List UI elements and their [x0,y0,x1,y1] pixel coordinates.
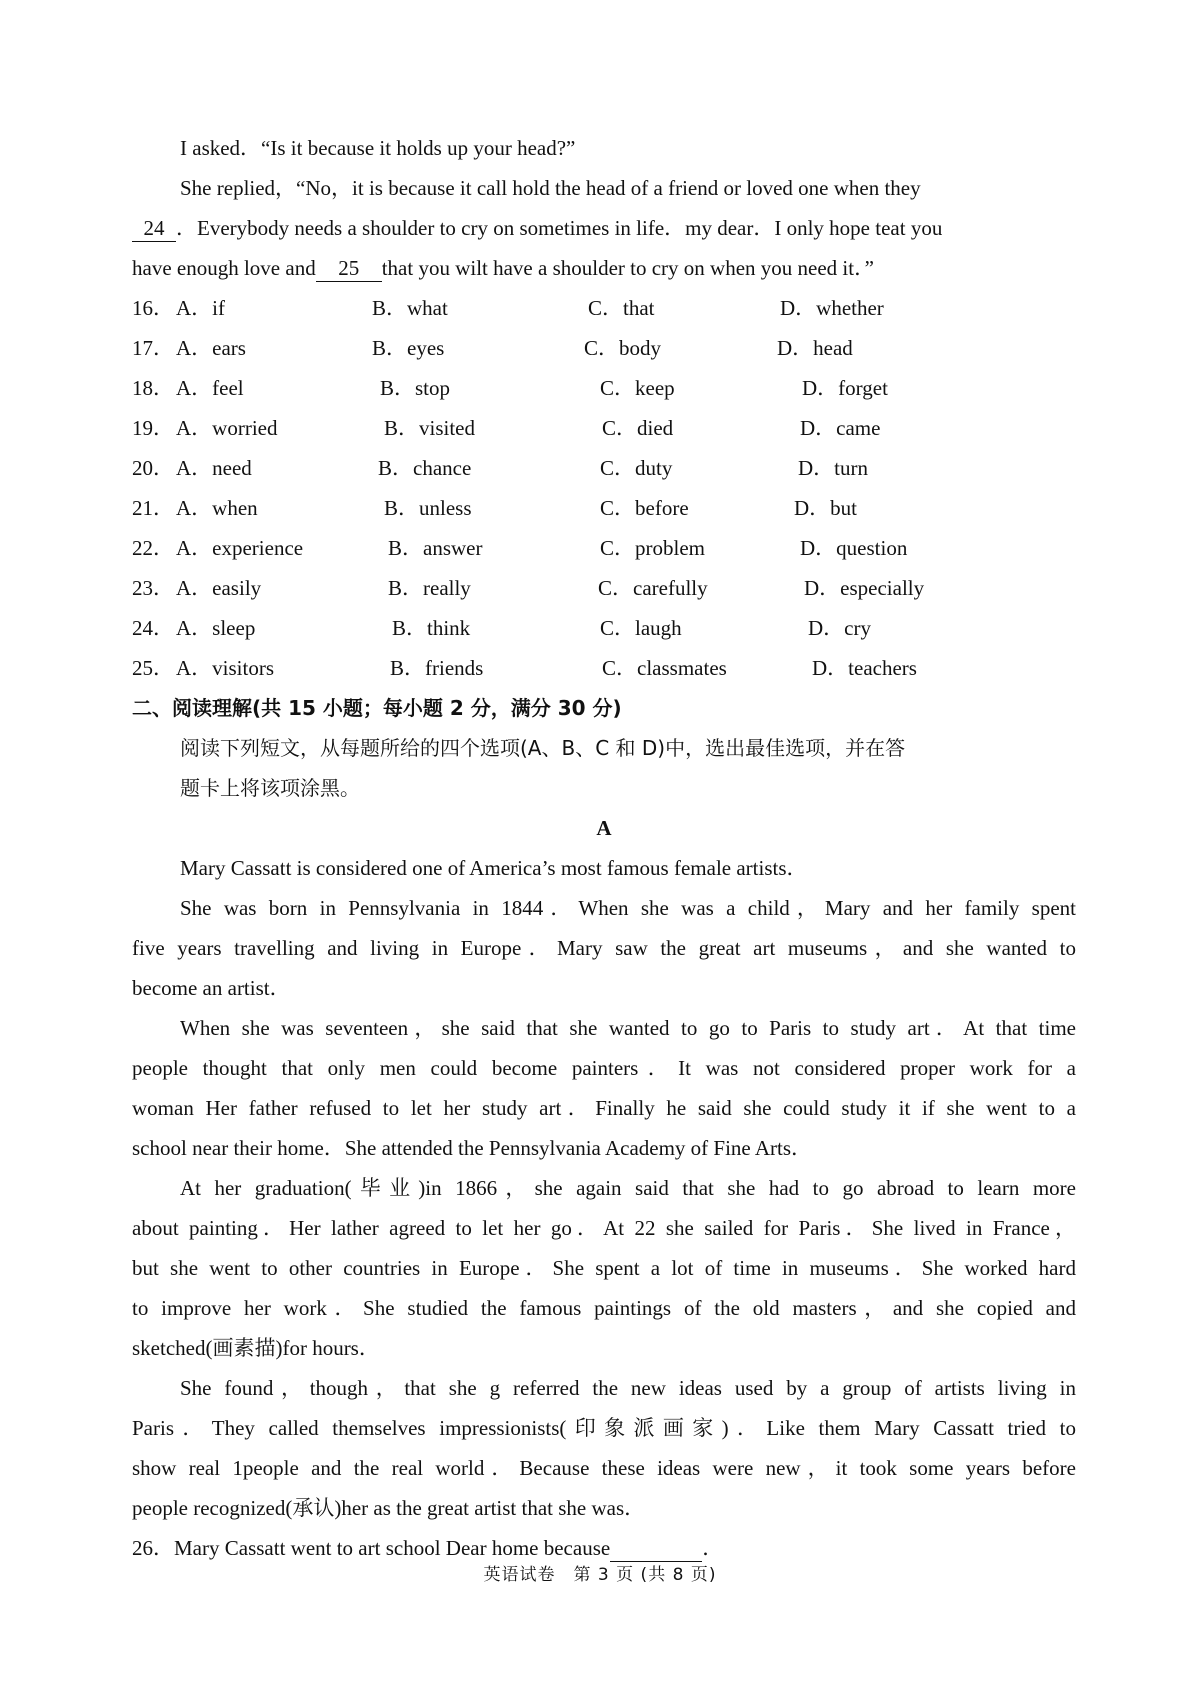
passage-line: five years travelling and living in Europe．Mary saw the great art museums，and she wanted to [132,936,1076,960]
option-d: D．whether [780,296,884,320]
option-c: C．died [602,416,674,440]
option-c: C．problem [600,536,705,560]
option-c: C．carefully [598,576,708,600]
option-a: A．if [176,296,225,320]
question-number: 22． [132,536,174,560]
question-row [132,448,1076,488]
option-d: D．forget [802,376,888,400]
dialogue-line-1: I asked．“Is it because it holds up your head?” [180,136,576,160]
option-c: C．that [588,296,655,320]
option-a: A．sleep [176,616,256,640]
option-c: C．duty [600,456,673,480]
passage-line: but she went to other countries in Europe．She spent a lot of time in museums．She worked hard [132,1256,1076,1280]
option-b: B．eyes [372,336,445,360]
question-number: 19． [132,416,174,440]
question-number: 18． [132,376,174,400]
option-c: C．classmates [602,656,727,680]
question-row [132,288,1076,328]
passage-line: When she was seventeen，she said that she wanted to go to Paris to study art．At that time [180,1016,1076,1040]
passage-line: people recognized(承认)her as the great artist that she was． [132,1496,646,1520]
question-row [132,528,1076,568]
option-d: D．head [777,336,853,360]
passage-line: people thought that only men could become painters．It was not considered proper work for a [132,1056,1076,1080]
passage-line: She found，though，that she g referred the new ideas used by a group of artists living in [180,1376,1076,1400]
option-d: D．teachers [812,656,917,680]
reading-passage [132,848,1076,1528]
option-c: C．keep [600,376,675,400]
question-number: 21． [132,496,174,520]
passage-line: She was born in Pennsylvania in 1844．When she was a child，Mary and her family spent [180,896,1076,920]
passage-line: become an artist． [132,976,291,1000]
passage-line: Paris．They called themselves impressionists(印象派画家)．Like them Mary Cassatt tried to [132,1416,1076,1440]
passage-line: school near their home．She attended the Pennsylvania Academy of Fine Arts． [132,1136,813,1160]
option-b: B．what [372,296,448,320]
question-number: 23． [132,576,174,600]
question-number: 25． [132,656,174,680]
question-row [132,568,1076,608]
question-26-end: ． [702,1536,724,1560]
question-26-text: 26．Mary Cassatt went to art school Dear home because [132,1536,611,1560]
option-c: C．laugh [600,616,682,640]
option-a: A．visitors [176,656,275,680]
question-row [132,408,1076,448]
option-d: D．turn [798,456,868,480]
dialogue-line-4 [132,248,1076,288]
question-row [132,368,1076,408]
passage-line: At her graduation(毕业)in 1866，she again said that she had to go abroad to learn more [180,1176,1076,1200]
option-d: D．cry [808,616,871,640]
blank-24: 24 [132,215,176,242]
option-d: D．came [800,416,881,440]
question-number: 16． [132,296,174,320]
section-title: 二、阅读理解(共 15 小题；每小题 2 分，满分 30 分) [132,696,622,720]
option-b: B．unless [384,496,472,520]
question-row [132,608,1076,648]
question-number: 20． [132,456,174,480]
option-a: A．feel [176,376,244,400]
dialogue-line-3-text: ．Everybody needs a shoulder to cry on sometimes in life．my dear．I only hope teat you [176,216,943,240]
option-a: A．when [176,496,258,520]
option-c: C．body [584,336,662,360]
option-a: A．need [176,456,252,480]
page-footer: 英语试卷 第 3 页 (共 8 页) [483,1565,717,1585]
question-row [132,648,1076,688]
option-b: B．chance [378,456,472,480]
dialogue-line-3 [132,208,1076,248]
option-b: B．visited [384,416,476,440]
option-d: D．especially [804,576,925,600]
exam-page [132,128,1076,1568]
passage-line: to improve her work．She studied the famous paintings of the old masters，and she copied and [132,1296,1076,1320]
dialogue-line-4-end: that you wilt have a shoulder to cry on when you need it．” [381,256,874,280]
option-b: B．think [392,616,471,640]
option-a: A．easily [176,576,262,600]
blank-25: 25 [316,255,382,282]
option-d: D．but [794,496,857,520]
option-a: A．ears [176,336,246,360]
question-number: 24． [132,616,174,640]
answer-blank [610,1535,702,1562]
option-c: C．before [600,496,689,520]
dialogue-line-4-start: have enough love and [132,256,316,280]
dialogue-line-2: She replied，“No，it is because it call hold the head of a friend or loved one when they [180,176,921,200]
cloze-options [132,288,1076,688]
passage-line: sketched(画素描)for hours． [132,1336,380,1360]
passage-line: about painting．Her lather agreed to let her go．At 22 she sailed for Paris．She lived in France， [132,1216,1076,1240]
passage-letter: A [596,816,612,840]
question-row [132,328,1076,368]
question-row [132,488,1076,528]
instruction-line-1: 阅读下列短文，从每题所给的四个选项(A、B、C 和 D)中，选出最佳选项，并在答 [180,736,906,760]
option-b: B．friends [390,656,484,680]
option-b: B．really [388,576,471,600]
passage-line: show real 1people and the real world．Because these ideas were new，it took some years before [132,1456,1076,1480]
option-d: D．question [800,536,908,560]
question-number: 17． [132,336,174,360]
passage-line: Mary Cassatt is considered one of America’s most famous female artists． [180,856,808,880]
option-a: A．experience [176,536,304,560]
option-b: B．stop [380,376,451,400]
option-b: B．answer [388,536,483,560]
option-a: A．worried [176,416,278,440]
instruction-line-2: 题卡上将该项涂黑。 [180,776,360,800]
passage-line: woman Her father refused to let her study art．Finally he said she could study it if she went to a [132,1096,1076,1120]
